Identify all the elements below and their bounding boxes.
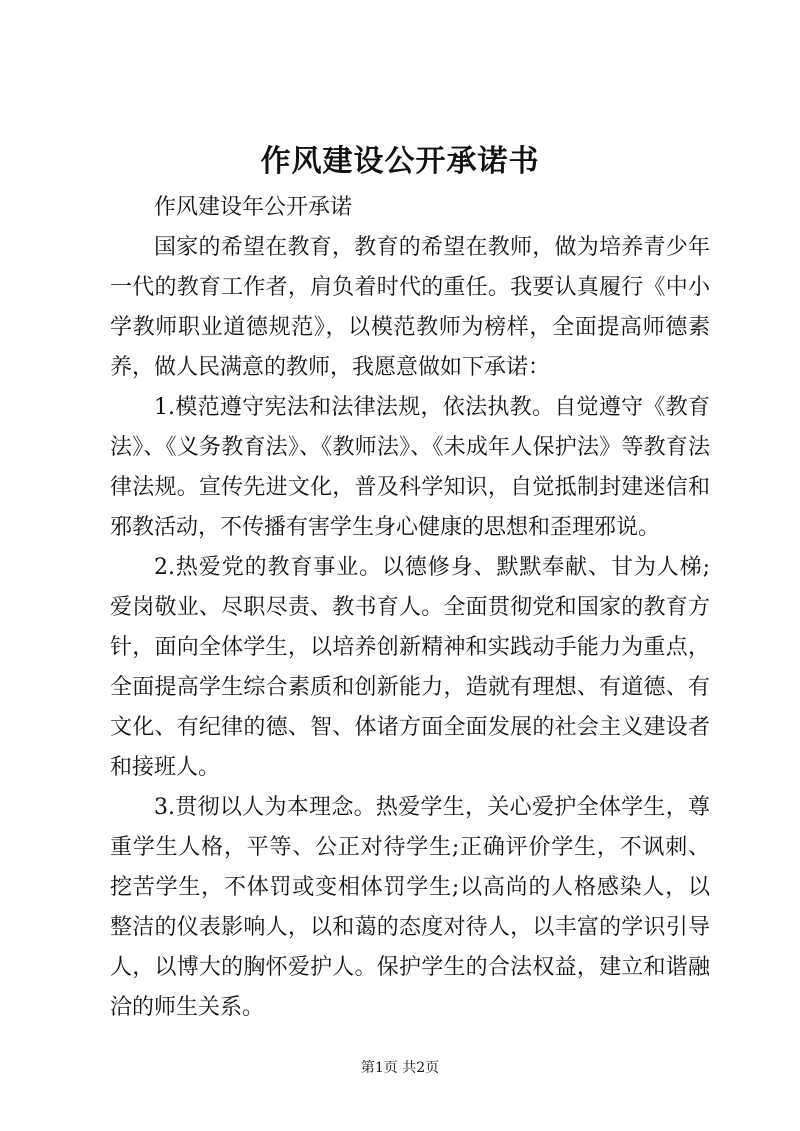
commitment-paragraph-3: 3.贯彻以人为本理念。热爱学生，关心爱护全体学生，尊重学生人格，平等、公正对待学生;正确评价学生，不讽刺、挖苦学生，不体罚或变相体罚学生;以高尚的人格感染人，以整洁的仪表影响人，以和蔼的态度对待人，以丰富的学识引导人，以博大的胸怀爱护人。保护学生的合法权益，建立和谐融洽的师生关系。 [110, 795, 710, 1020]
document-title: 作风建设公开承诺书 [260, 144, 540, 179]
subtitle-paragraph: 作风建设年公开承诺 [154, 195, 353, 220]
page-number-footer: 第1页 共2页 [360, 1060, 440, 1076]
commitment-paragraph-1: 1.模范遵守宪法和法律法规，依法执教。自觉遵守《教育法》、《义务教育法》、《教师法》、《未成年人保护法》等教育法律法规。宣传先进文化，普及科学知识，自觉抵制封建迷信和邪教活动，不传播有害学生身心健康的思想和歪理邪说。 [110, 395, 710, 540]
document-body [110, 188, 710, 1028]
intro-paragraph: 国家的希望在教育，教育的希望在教师，做为培养青少年一代的教育工作者，肩负着时代的重任。我要认真履行《中小学教师职业道德规范》，以模范教师为榜样，全面提高师德素养，做人民满意的教师，我愿意做如下承诺： [110, 235, 710, 380]
commitment-paragraph-2: 2.热爱党的教育事业。以德修身、默默奉献、甘为人梯;爱岗敬业、尽职尽责、教书育人。全面贯彻党和国家的教育方针，面向全体学生，以培养创新精神和实践动手能力为重点，全面提高学生综合素质和创新能力，造就有理想、有道德、有文化、有纪律的德、智、体诸方面全面发展的社会主义建设者和接班人。 [110, 555, 710, 780]
